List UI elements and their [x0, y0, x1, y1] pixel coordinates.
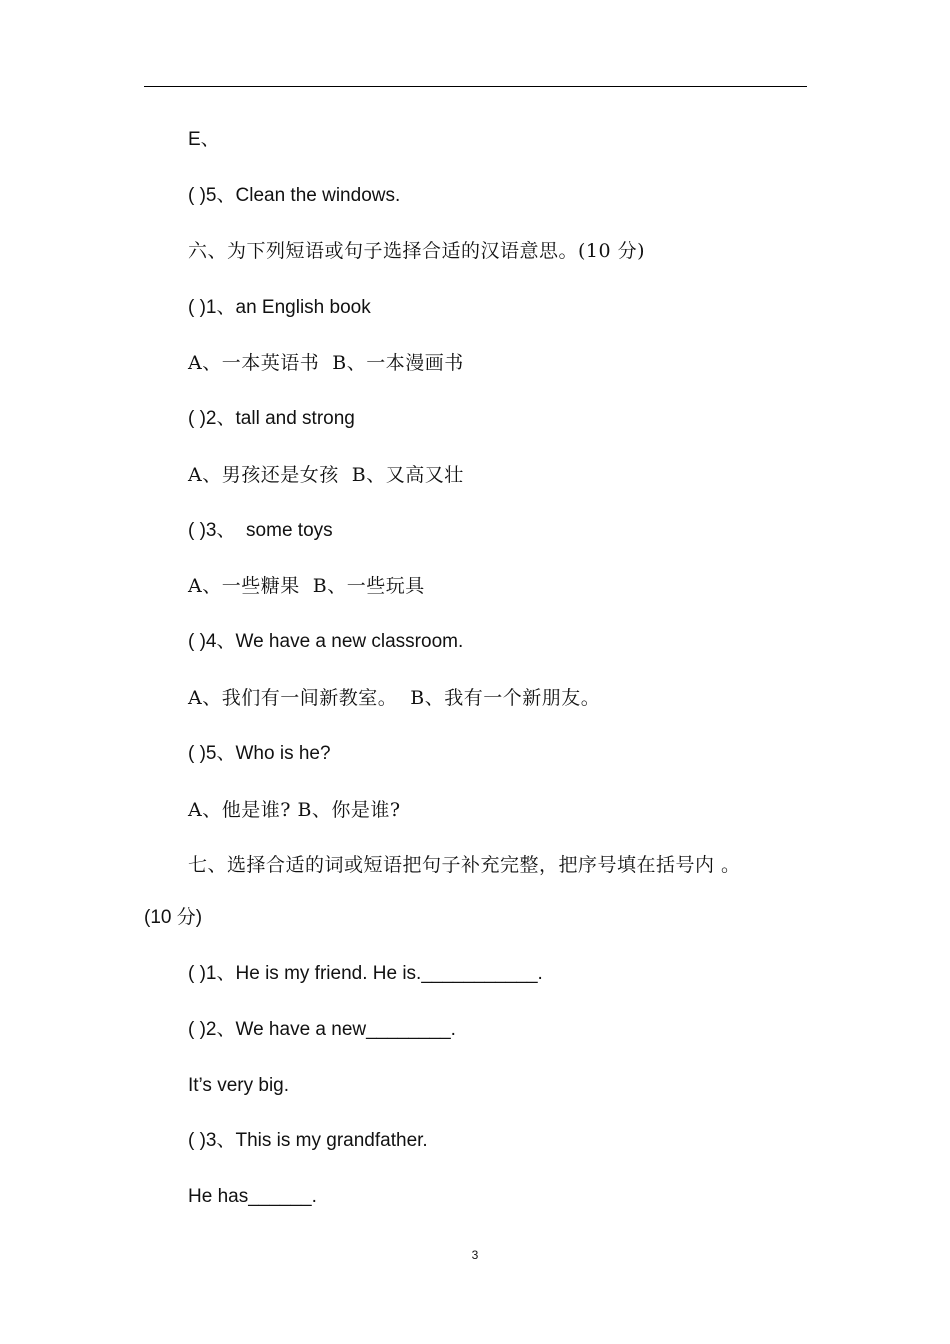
page-number: 3: [471, 1248, 479, 1262]
section-7-question-3: ( )3、This is my grandfather.: [188, 1130, 428, 1151]
section-6-options-5: A、他是谁? B、你是谁?: [188, 799, 401, 821]
section-6-question-2: ( )2、tall and strong: [188, 408, 355, 429]
section-7-question-3-cont: He has______.: [188, 1186, 317, 1207]
option-e-label: E、: [188, 129, 220, 150]
section-6-heading: 六、为下列短语或句子选择合适的汉语意思。(10 分): [188, 240, 646, 262]
section-7-points: (10 分): [144, 907, 203, 928]
section-7-question-1: ( )1、He is my friend. He is.___________.: [188, 963, 543, 984]
section-7-question-2-cont: It’s very big.: [188, 1075, 290, 1096]
section-6-question-5: ( )5、Who is he?: [188, 743, 331, 764]
section-6-question-4: ( )4、We have a new classroom.: [188, 631, 464, 652]
section-6-options-4: A、我们有一间新教室。 B、我有一个新朋友。: [188, 687, 601, 709]
section-6-options-1: A、一本英语书 B、一本漫画书: [188, 352, 464, 374]
section-7-question-2: ( )2、We have a new________.: [188, 1019, 456, 1040]
header-rule: [144, 86, 807, 87]
section-6-question-1: ( )1、an English book: [188, 297, 371, 318]
section-6-options-3: A、一些糖果 B、一些玩具: [188, 575, 425, 597]
section-7-heading: 七、选择合适的词或短语把句子补充完整，把序号填在括号内 。: [188, 854, 741, 876]
section-6-question-3: ( )3、 some toys: [188, 520, 333, 541]
item-5-clean-windows: ( )5、Clean the windows.: [188, 185, 401, 206]
section-6-options-2: A、男孩还是女孩 B、又高又壮: [188, 464, 464, 486]
